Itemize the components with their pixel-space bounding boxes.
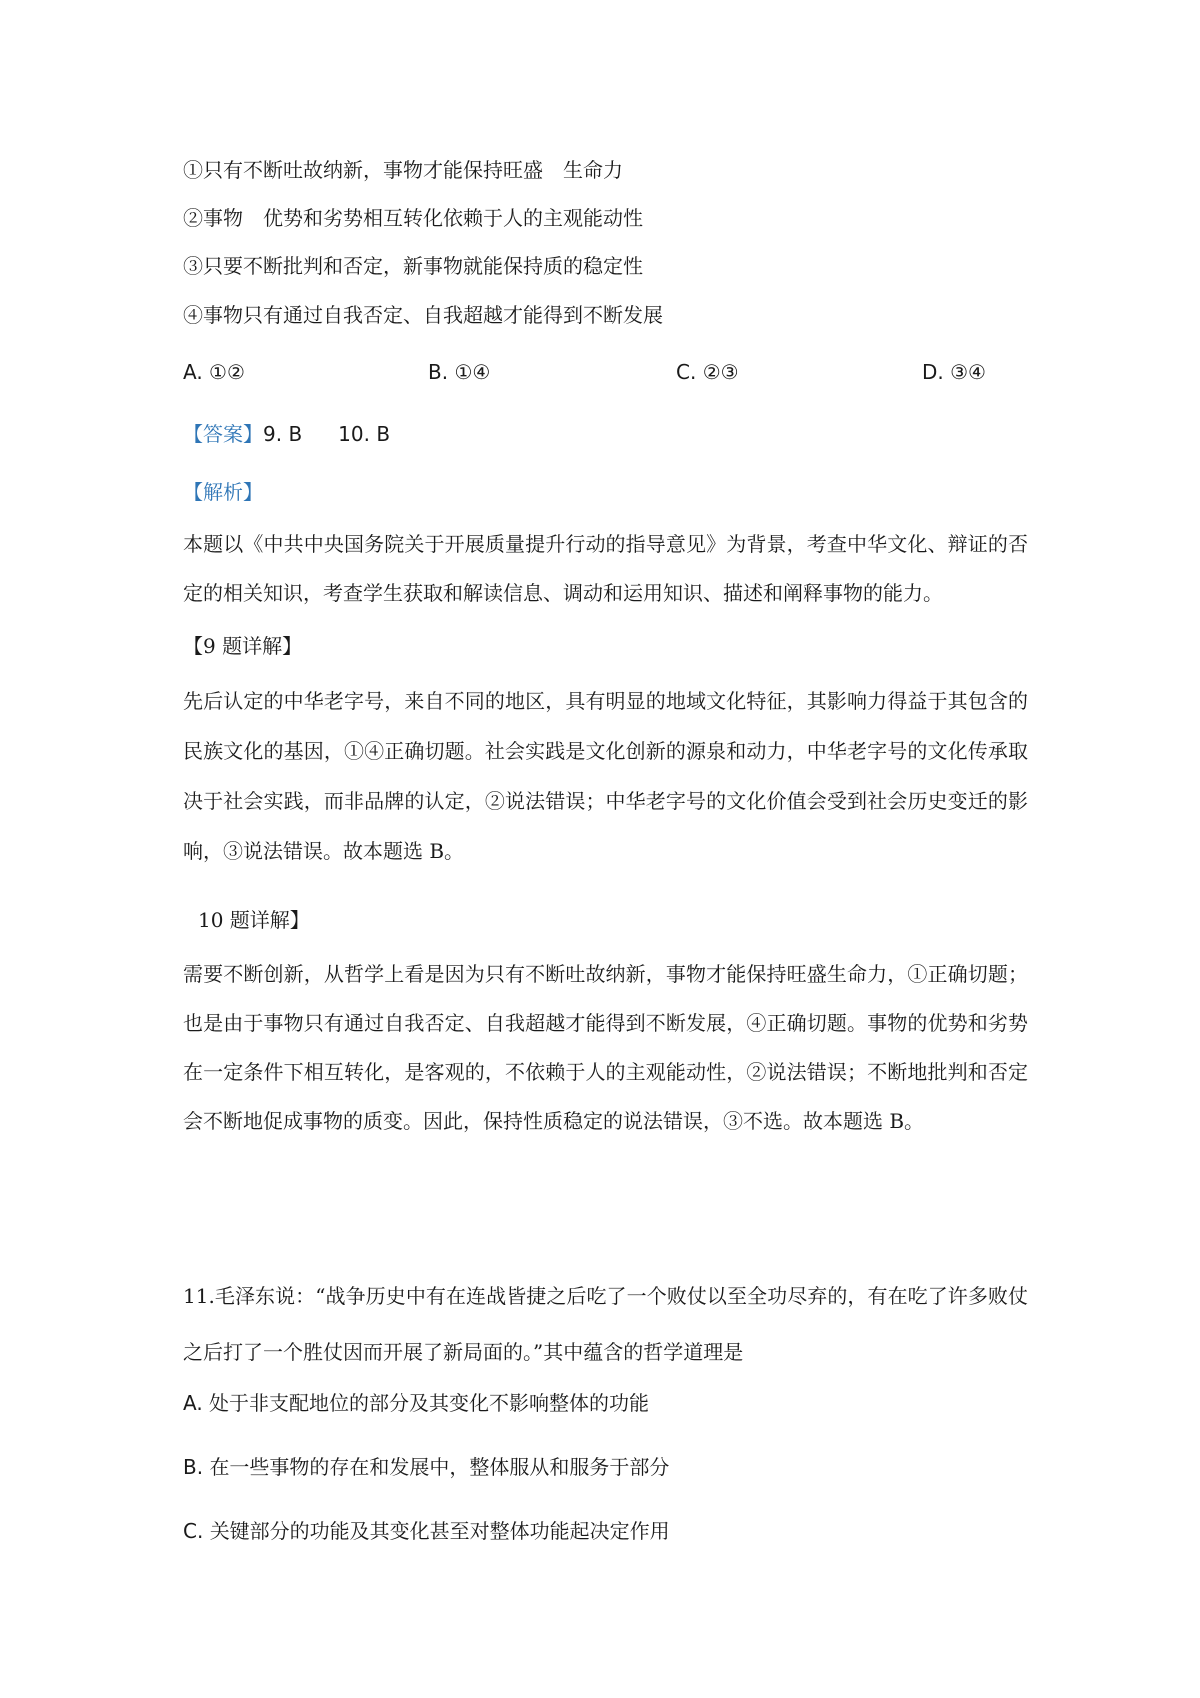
q11-option-a xyxy=(183,1389,649,1417)
q11-option-b xyxy=(183,1453,669,1481)
q11-stem: 11.毛泽东说：“战争历史中有在连战皆捷之后吃了一个败仗以至全功尽弃的，有在吃了许多败仗之后打了一个胜仗因而开展了新局面的。”其中蕴含的哲学道理是 xyxy=(183,1284,1028,1364)
option-letter: A. xyxy=(183,1391,203,1415)
analysis-label: 【解析】 xyxy=(183,480,263,504)
statement-4: ④事物只有通过自我否定、自我超越才能得到不断发展 xyxy=(183,303,663,327)
option-text: ①④ xyxy=(454,360,491,384)
option-text: 处于非支配地位的部分及其变化不影响整体的功能 xyxy=(209,1391,650,1415)
answer-label: 【答案】 xyxy=(183,422,263,446)
option-a xyxy=(183,358,245,386)
q9-body: 先后认定的中华老字号，来自不同的地区，具有明显的地域文化特征，其影响力得益于其包含的民族文化的基因，①④正确切题。社会实践是文化创新的源泉和动力，中华老字号的文化传承取决于社会实践，而非品牌的认定，②说法错误；中华老字号的文化价值会受到社会历史变迁的影响，③说法错误。故本题选 B。 xyxy=(183,689,1028,863)
option-letter: B. xyxy=(428,360,449,384)
option-text: ①② xyxy=(209,360,245,384)
answer-q10: 10. B xyxy=(338,422,391,446)
q10-body: 需要不断创新，从哲学上看是因为只有不断吐故纳新，事物才能保持旺盛生命力，①正确切题；也是由于事物只有通过自我否定、自我超越才能得到不断发展，④正确切题。事物的优势和劣势在一定条件下相互转化，是客观的，不依赖于人的主观能动性，②说法错误；不断地批判和否定会不断地促成事物的质变。因此，保持性质稳定的说法错误，③不选。故本题选 B。 xyxy=(183,962,1028,1133)
option-text: 关键部分的功能及其变化甚至对整体功能起决定作用 xyxy=(209,1519,670,1543)
answer-row xyxy=(183,420,390,448)
option-letter: C. xyxy=(676,360,697,384)
answer-q9: 9. B xyxy=(263,422,303,446)
option-text: 在一些事物的存在和发展中，整体服从和服务于部分 xyxy=(209,1455,670,1479)
option-b xyxy=(428,358,490,386)
option-d xyxy=(922,358,986,386)
statement-3: ③只要不断批判和否定，新事物就能保持质的稳定性 xyxy=(183,254,643,278)
q11-option-c xyxy=(183,1517,670,1545)
statement-2: ②事物 优势和劣势相互转化依赖于人的主观能动性 xyxy=(183,206,643,230)
q9-heading: 【9 题详解】 xyxy=(183,634,303,658)
option-letter: D. xyxy=(922,360,944,384)
option-text: ③④ xyxy=(950,360,986,384)
analysis-intro: 本题以《中共中央国务院关于开展质量提升行动的指导意见》为背景，考查中华文化、辩证的否定的相关知识，考查学生获取和解读信息、调动和运用知识、描述和阐释事物的能力。 xyxy=(183,532,1028,605)
option-letter: B. xyxy=(183,1455,204,1479)
option-letter: C. xyxy=(183,1519,204,1543)
option-text: ②③ xyxy=(702,360,739,384)
option-letter: A. xyxy=(183,360,203,384)
q10-heading: 10 题详解】 xyxy=(198,908,310,932)
option-c xyxy=(676,358,739,386)
statement-1: ①只有不断吐故纳新，事物才能保持旺盛 生命力 xyxy=(183,158,623,182)
